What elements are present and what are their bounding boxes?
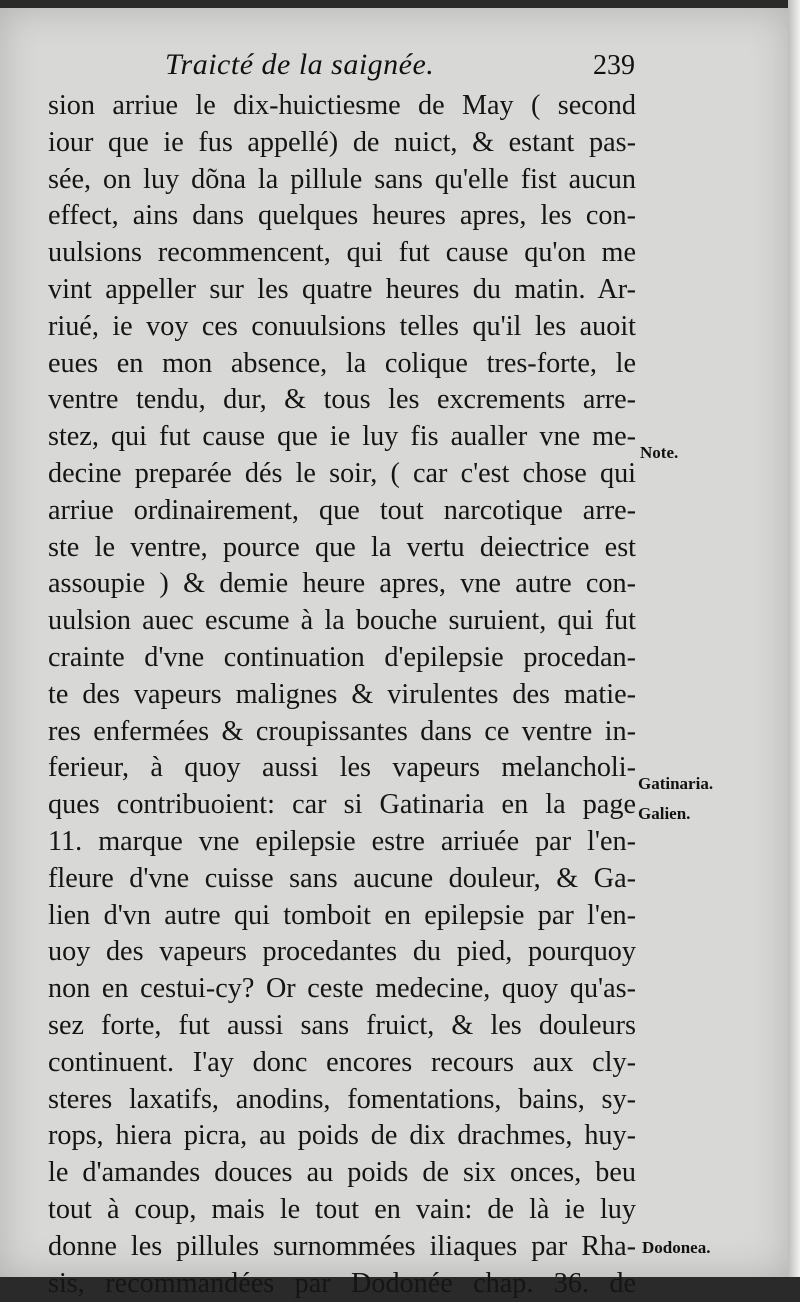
text-line: steres laxatifs, anodins, fomentations, bains, sy-	[48, 1082, 636, 1119]
text-line: stez, qui fut cause que ie luy fis aualler vne me-	[48, 419, 636, 456]
text-line: ques contribuoient: car si Gatinaria en la page	[48, 787, 636, 824]
text-line: 11. marque vne epilepsie estre arriuée par l'en-	[48, 824, 636, 861]
text-line: sion arriue le dix-huictiesme de May ( second	[48, 88, 636, 125]
text-line: fleure d'vne cuisse sans aucune douleur, & Ga-	[48, 861, 636, 898]
body-text	[48, 88, 636, 1302]
text-line: vint appeller sur les quatre heures du matin. Ar-	[48, 272, 636, 309]
text-line: sée, on luy dõna la pillule sans qu'elle fist aucun	[48, 162, 636, 199]
margin-note-gatinaria: Gatinaria.	[638, 774, 713, 794]
text-line: uoy des vapeurs procedantes du pied, pourquoy	[48, 934, 636, 971]
text-line: uulsion auec escume à la bouche suruient, qui fut	[48, 603, 636, 640]
text-line: riué, ie voy ces conuulsions telles qu'il les auoit	[48, 309, 636, 346]
text-line: lien d'vn autre qui tomboit en epilepsie par l'en-	[48, 898, 636, 935]
running-title: Traicté de la saignée.	[165, 48, 434, 82]
text-line: eues en mon absence, la colique tres-forte, le	[48, 346, 636, 383]
page-number: 239	[593, 50, 635, 82]
text-line: arriue ordinairement, que tout narcotique arre-	[48, 493, 636, 530]
text-line: assoupie ) & demie heure apres, vne autre con-	[48, 566, 636, 603]
margin-note-note: Note.	[640, 443, 678, 463]
text-line: continuent. I'ay donc encores recours aux cly-	[48, 1045, 636, 1082]
page-edge	[788, 0, 800, 1277]
margin-note-dodonee: Dodonea.	[642, 1238, 710, 1258]
text-line: ventre tendu, dur, & tous les excrements arre-	[48, 382, 636, 419]
text-line: iour que ie fus appellé) de nuict, & estant pas-	[48, 125, 636, 162]
text-line: decine preparée dés le soir, ( car c'est chose qui	[48, 456, 636, 493]
text-line: rops, hiera picra, au poids de dix drachmes, huy-	[48, 1118, 636, 1155]
margin-note-galien: Galien.	[638, 804, 690, 824]
text-line: tout à coup, mais le tout en vain: de là ie luy	[48, 1192, 636, 1229]
text-line: te des vapeurs malignes & virulentes des matie-	[48, 677, 636, 714]
text-line: uulsions recommencent, qui fut cause qu'on me	[48, 235, 636, 272]
text-line: sez forte, fut aussi sans fruict, & les douleurs	[48, 1008, 636, 1045]
text-line: sis, recommandées par Dodonée chap. 36. de	[48, 1266, 636, 1302]
running-head	[165, 48, 635, 88]
text-line: effect, ains dans quelques heures apres, les con-	[48, 198, 636, 235]
text-line: ferieur, à quoy aussi les vapeurs melancholi-	[48, 750, 636, 787]
text-line: crainte d'vne continuation d'epilepsie procedan-	[48, 640, 636, 677]
text-line: donne les pillules surnommées iliaques par Rha-	[48, 1229, 636, 1266]
text-line: non en cestui-cy? Or ceste medecine, quoy qu'as-	[48, 971, 636, 1008]
text-line: ste le ventre, pource que la vertu deiectrice est	[48, 530, 636, 567]
text-line: le d'amandes douces au poids de six onces, beu	[48, 1155, 636, 1192]
text-line: res enfermées & croupissantes dans ce ventre in-	[48, 714, 636, 751]
